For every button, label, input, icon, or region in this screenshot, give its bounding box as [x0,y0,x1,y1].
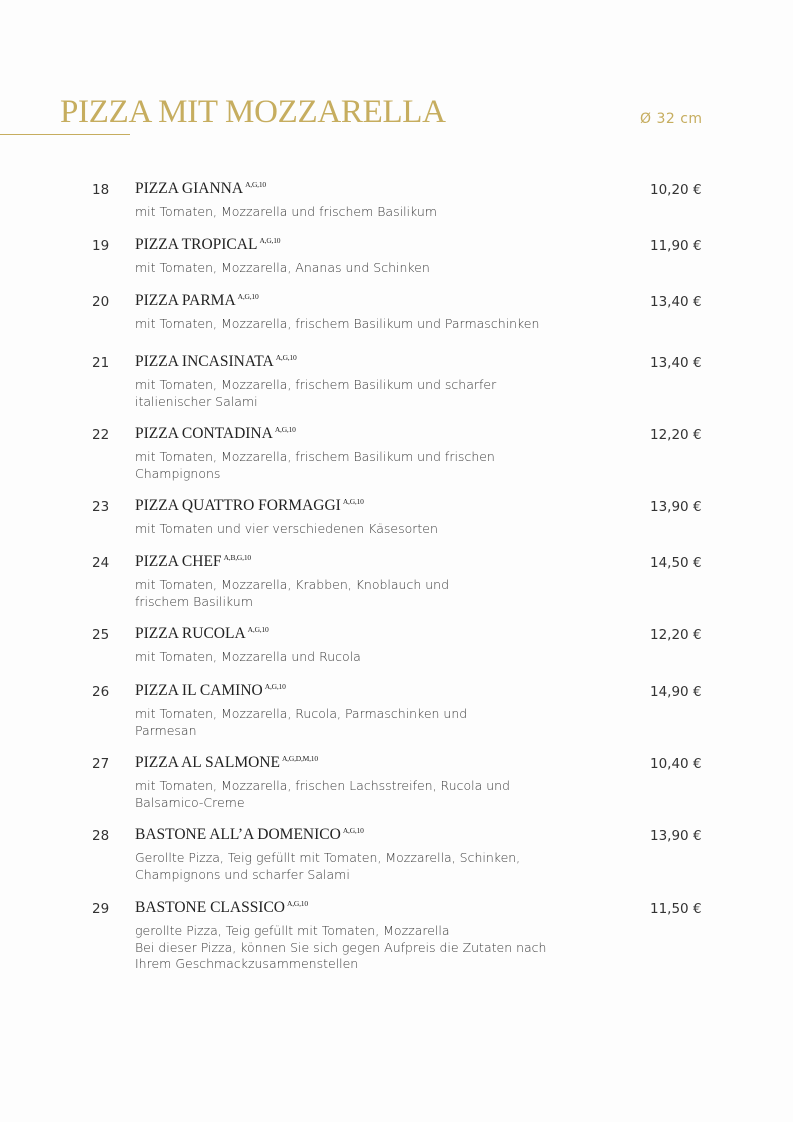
pizza-size: Ø 32 cm [640,111,703,127]
description-line: mit Tomaten, Mozzarella, Rucola, Parmaschinken und [135,706,468,721]
item-name-text: PIZZA INCASINATA [135,353,274,370]
item-name [135,425,296,443]
description-line: Gerollte Pizza, Teig gefüllt mit Tomaten, Mozzarella, Schinken, [135,850,521,865]
item-name-text: PIZZA TROPICAL [135,236,258,253]
item-price: 12,20 € [650,427,702,443]
item-number: 25 [92,627,110,643]
item-name [135,899,308,917]
item-name-text: PIZZA AL SALMONE [135,754,280,771]
item-number: 20 [92,294,110,310]
item-name [135,353,297,371]
item-number: 21 [92,355,110,371]
allergen-codes: A,G,10 [274,425,296,434]
item-number: 28 [92,828,110,844]
item-description [135,778,565,811]
item-price: 13,90 € [650,828,702,844]
description-line: mit Tomaten, Mozzarella und Rucola [135,649,361,664]
allergen-codes: A,B,G,10 [223,553,251,562]
allergen-codes: A,G,10 [275,353,297,362]
page-title: PIZZA MIT MOZZARELLA [60,94,446,130]
item-name [135,236,280,254]
item-price: 11,90 € [650,238,702,254]
item-number: 26 [92,684,110,700]
description-line: mit Tomaten, Mozzarella, Krabben, Knoblauch und [135,577,450,592]
description-line: Parmesan [135,722,197,738]
title-underline [0,134,130,135]
item-name-text: PIZZA IL CAMINO [135,682,263,699]
item-name-text: PIZZA PARMA [135,292,236,309]
description-line: Balsamico-Creme [135,794,245,810]
item-description [135,377,565,410]
description-line: frischem Basilikum [135,593,253,609]
description-line: mit Tomaten, Mozzarella, Ananas und Schinken [135,260,430,275]
allergen-codes: A,G,10 [342,826,364,835]
item-number: 27 [92,756,110,772]
item-number: 22 [92,427,110,443]
item-name [135,625,269,643]
item-description [135,204,565,221]
item-description [135,521,565,538]
item-price: 12,20 € [650,627,702,643]
description-line: Ihrem Geschmackzusammenstellen [135,956,359,971]
allergen-codes: A,G,D,M,10 [281,754,318,763]
description-line: Bei dieser Pizza, können Sie sich gegen Aufpreis die Zutaten nach [135,939,547,955]
item-name-text: PIZZA QUATTRO FORMAGGI [135,497,341,514]
item-price: 14,50 € [650,555,702,571]
item-number: 29 [92,901,110,917]
description-line: Champignons und scharfer Salami [135,866,350,882]
allergen-codes: A,G,10 [259,236,281,245]
item-number: 18 [92,182,110,198]
description-line: gerollte Pizza, Teig gefüllt mit Tomaten, Mozzarella [135,923,450,938]
item-name-text: PIZZA GIANNA [135,180,244,197]
allergen-codes: A,G,10 [342,497,364,506]
description-line: mit Tomaten, Mozzarella, frischem Basilikum und frischen [135,449,495,464]
item-name-text: PIZZA CONTADINA [135,425,273,442]
allergen-codes: A,G,10 [287,899,308,908]
description-line: mit Tomaten, Mozzarella, frischem Basilikum und Parmaschinken [135,316,540,331]
description-line: mit Tomaten und vier verschiedenen Käsesorten [135,521,438,536]
item-description [135,316,565,333]
item-name [135,180,266,198]
allergen-codes: A,G,10 [245,180,266,189]
description-line: Champignons [135,465,221,481]
allergen-codes: A,G,10 [264,682,286,691]
description-line: mit Tomaten, Mozzarella und frischem Basilikum [135,204,437,219]
item-description [135,706,565,739]
item-price: 13,40 € [650,294,702,310]
item-name-text: PIZZA CHEF [135,553,222,570]
item-number: 23 [92,499,110,515]
item-description [135,923,565,973]
item-name [135,754,318,772]
item-price: 10,20 € [650,182,702,198]
allergen-codes: A,G,10 [247,625,269,634]
description-line: mit Tomaten, Mozzarella, frischem Basilikum und scharfer [135,377,497,392]
item-name [135,682,286,700]
item-number: 19 [92,238,110,254]
allergen-codes: A,G,10 [237,292,259,301]
description-line: mit Tomaten, Mozzarella, frischen Lachsstreifen, Rucola und [135,778,510,793]
description-line: italienischer Salami [135,393,258,409]
item-name-text: BASTONE ALL’A DOMENICO [135,826,341,843]
item-name [135,292,259,310]
item-name [135,553,251,571]
item-price: 14,90 € [650,684,702,700]
item-description [135,577,565,610]
item-price: 13,90 € [650,499,702,515]
item-name [135,826,364,844]
item-name [135,497,364,515]
item-name-text: BASTONE CLASSICO [135,899,286,916]
item-description [135,850,565,883]
item-description [135,649,565,666]
item-price: 11,50 € [650,901,702,917]
item-number: 24 [92,555,110,571]
item-name-text: PIZZA RUCOLA [135,625,246,642]
item-price: 10,40 € [650,756,702,772]
item-description [135,260,565,277]
item-price: 13,40 € [650,355,702,371]
item-description [135,449,565,482]
